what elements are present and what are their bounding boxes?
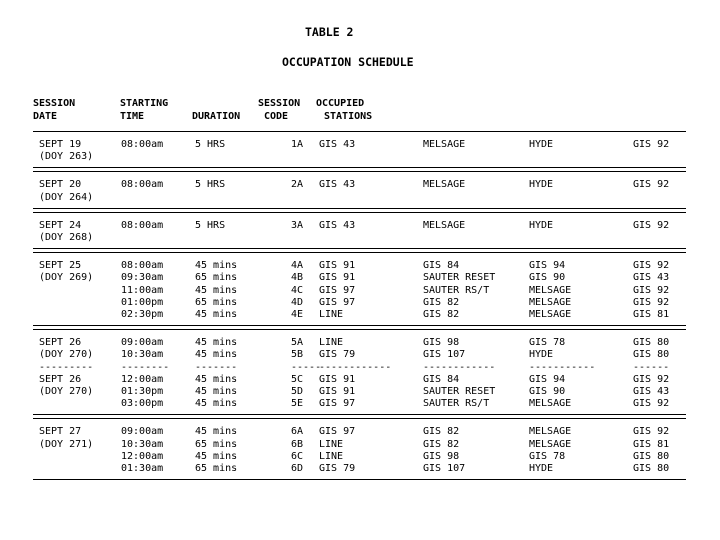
station-4-cell: GIS 92 [629,172,686,208]
table-row [33,419,686,480]
station-2-cell: MELSAGE [417,172,523,208]
station-2-cell: GIS 84 SAUTER RESET SAUTER RS/T GIS 82 GIS 82 [417,253,523,326]
station-1-cell: GIS 43 [313,212,417,248]
session-code-cell: 4A 4B 4C 4D 4E [269,253,313,326]
station-3-cell: GIS 94 GIS 90 MELSAGE MELSAGE MELSAGE [523,253,629,326]
station-1-cell: GIS 43 [313,132,417,168]
table-number: TABLE 2 [305,25,354,39]
session-date-cell: SEPT 20 (DOY 264) [33,172,115,208]
duration-cell: 5 HRS [189,212,269,248]
station-3-cell: HYDE [523,172,629,208]
header-occupied-stations: OCCUPIED STATIONS [316,98,373,122]
session-date-cell: SEPT 25 (DOY 269) [33,253,115,326]
station-2-cell: MELSAGE [417,132,523,168]
duration-cell: 5 HRS [189,172,269,208]
page-title: OCCUPATION SCHEDULE [282,55,414,69]
station-1-cell: GIS 91 GIS 91 GIS 97 GIS 97 LINE [313,253,417,326]
table-row [33,330,686,415]
session-date-cell: SEPT 24 (DOY 268) [33,212,115,248]
table-row [33,212,686,248]
starting-time-cell: 09:00am 10:30am 12:00am 01:30am [115,419,189,480]
session-code-cell: 1A [269,132,313,168]
station-1-cell: GIS 97 LINE LINE GIS 79 [313,419,417,480]
header-session-code: SESSION CODE [258,98,301,122]
session-code-cell: 5A 5B ----- 5C 5D 5E [269,330,313,415]
table-row [33,172,686,208]
duration-cell: 5 HRS [189,132,269,168]
session-code-cell: 6A 6B 6C 6D [269,419,313,480]
station-3-cell: HYDE [523,132,629,168]
header-session-date: SESSION DATE [33,98,76,122]
station-2-cell: MELSAGE [417,212,523,248]
starting-time-cell: 08:00am [115,212,189,248]
table-row [33,253,686,326]
session-code-cell: 3A [269,212,313,248]
station-2-cell: GIS 82 GIS 82 GIS 98 GIS 107 [417,419,523,480]
starting-time-cell: 09:00am 10:30am -------- 12:00am 01:30pm 03:00pm [115,330,189,415]
station-4-cell: GIS 92 GIS 81 GIS 80 GIS 80 [629,419,686,480]
header-starting-time: STARTING TIME [120,98,169,122]
station-4-cell: GIS 92 GIS 43 GIS 92 GIS 92 GIS 81 [629,253,686,326]
header-duration: DURATION [192,111,241,122]
table-row [33,132,686,168]
occupation-schedule-table [33,131,686,480]
session-date-cell: SEPT 19 (DOY 263) [33,132,115,168]
duration-cell: 45 mins 65 mins 45 mins 65 mins 45 mins [189,253,269,326]
session-date-cell: SEPT 26 (DOY 270) --------- SEPT 26 (DOY 270) [33,330,115,415]
station-4-cell: GIS 92 [629,132,686,168]
starting-time-cell: 08:00am [115,172,189,208]
starting-time-cell: 08:00am [115,132,189,168]
station-1-cell: LINE GIS 79 ------------ GIS 91 GIS 91 GIS 97 [313,330,417,415]
duration-cell: 45 mins 45 mins ------- 45 mins 45 mins 45 mins [189,330,269,415]
session-code-cell: 2A [269,172,313,208]
station-1-cell: GIS 43 [313,172,417,208]
station-3-cell: GIS 78 HYDE ----------- GIS 94 GIS 90 MELSAGE [523,330,629,415]
starting-time-cell: 08:00am 09:30am 11:00am 01:00pm 02:30pm [115,253,189,326]
station-2-cell: GIS 98 GIS 107 ------------ GIS 84 SAUTER RESET SAUTER RS/T [417,330,523,415]
station-3-cell: MELSAGE MELSAGE GIS 78 HYDE [523,419,629,480]
session-date-cell: SEPT 27 (DOY 271) [33,419,115,480]
station-3-cell: HYDE [523,212,629,248]
station-4-cell: GIS 92 [629,212,686,248]
duration-cell: 45 mins 65 mins 45 mins 65 mins [189,419,269,480]
station-4-cell: GIS 80 GIS 80 ------ GIS 92 GIS 43 GIS 92 [629,330,686,415]
